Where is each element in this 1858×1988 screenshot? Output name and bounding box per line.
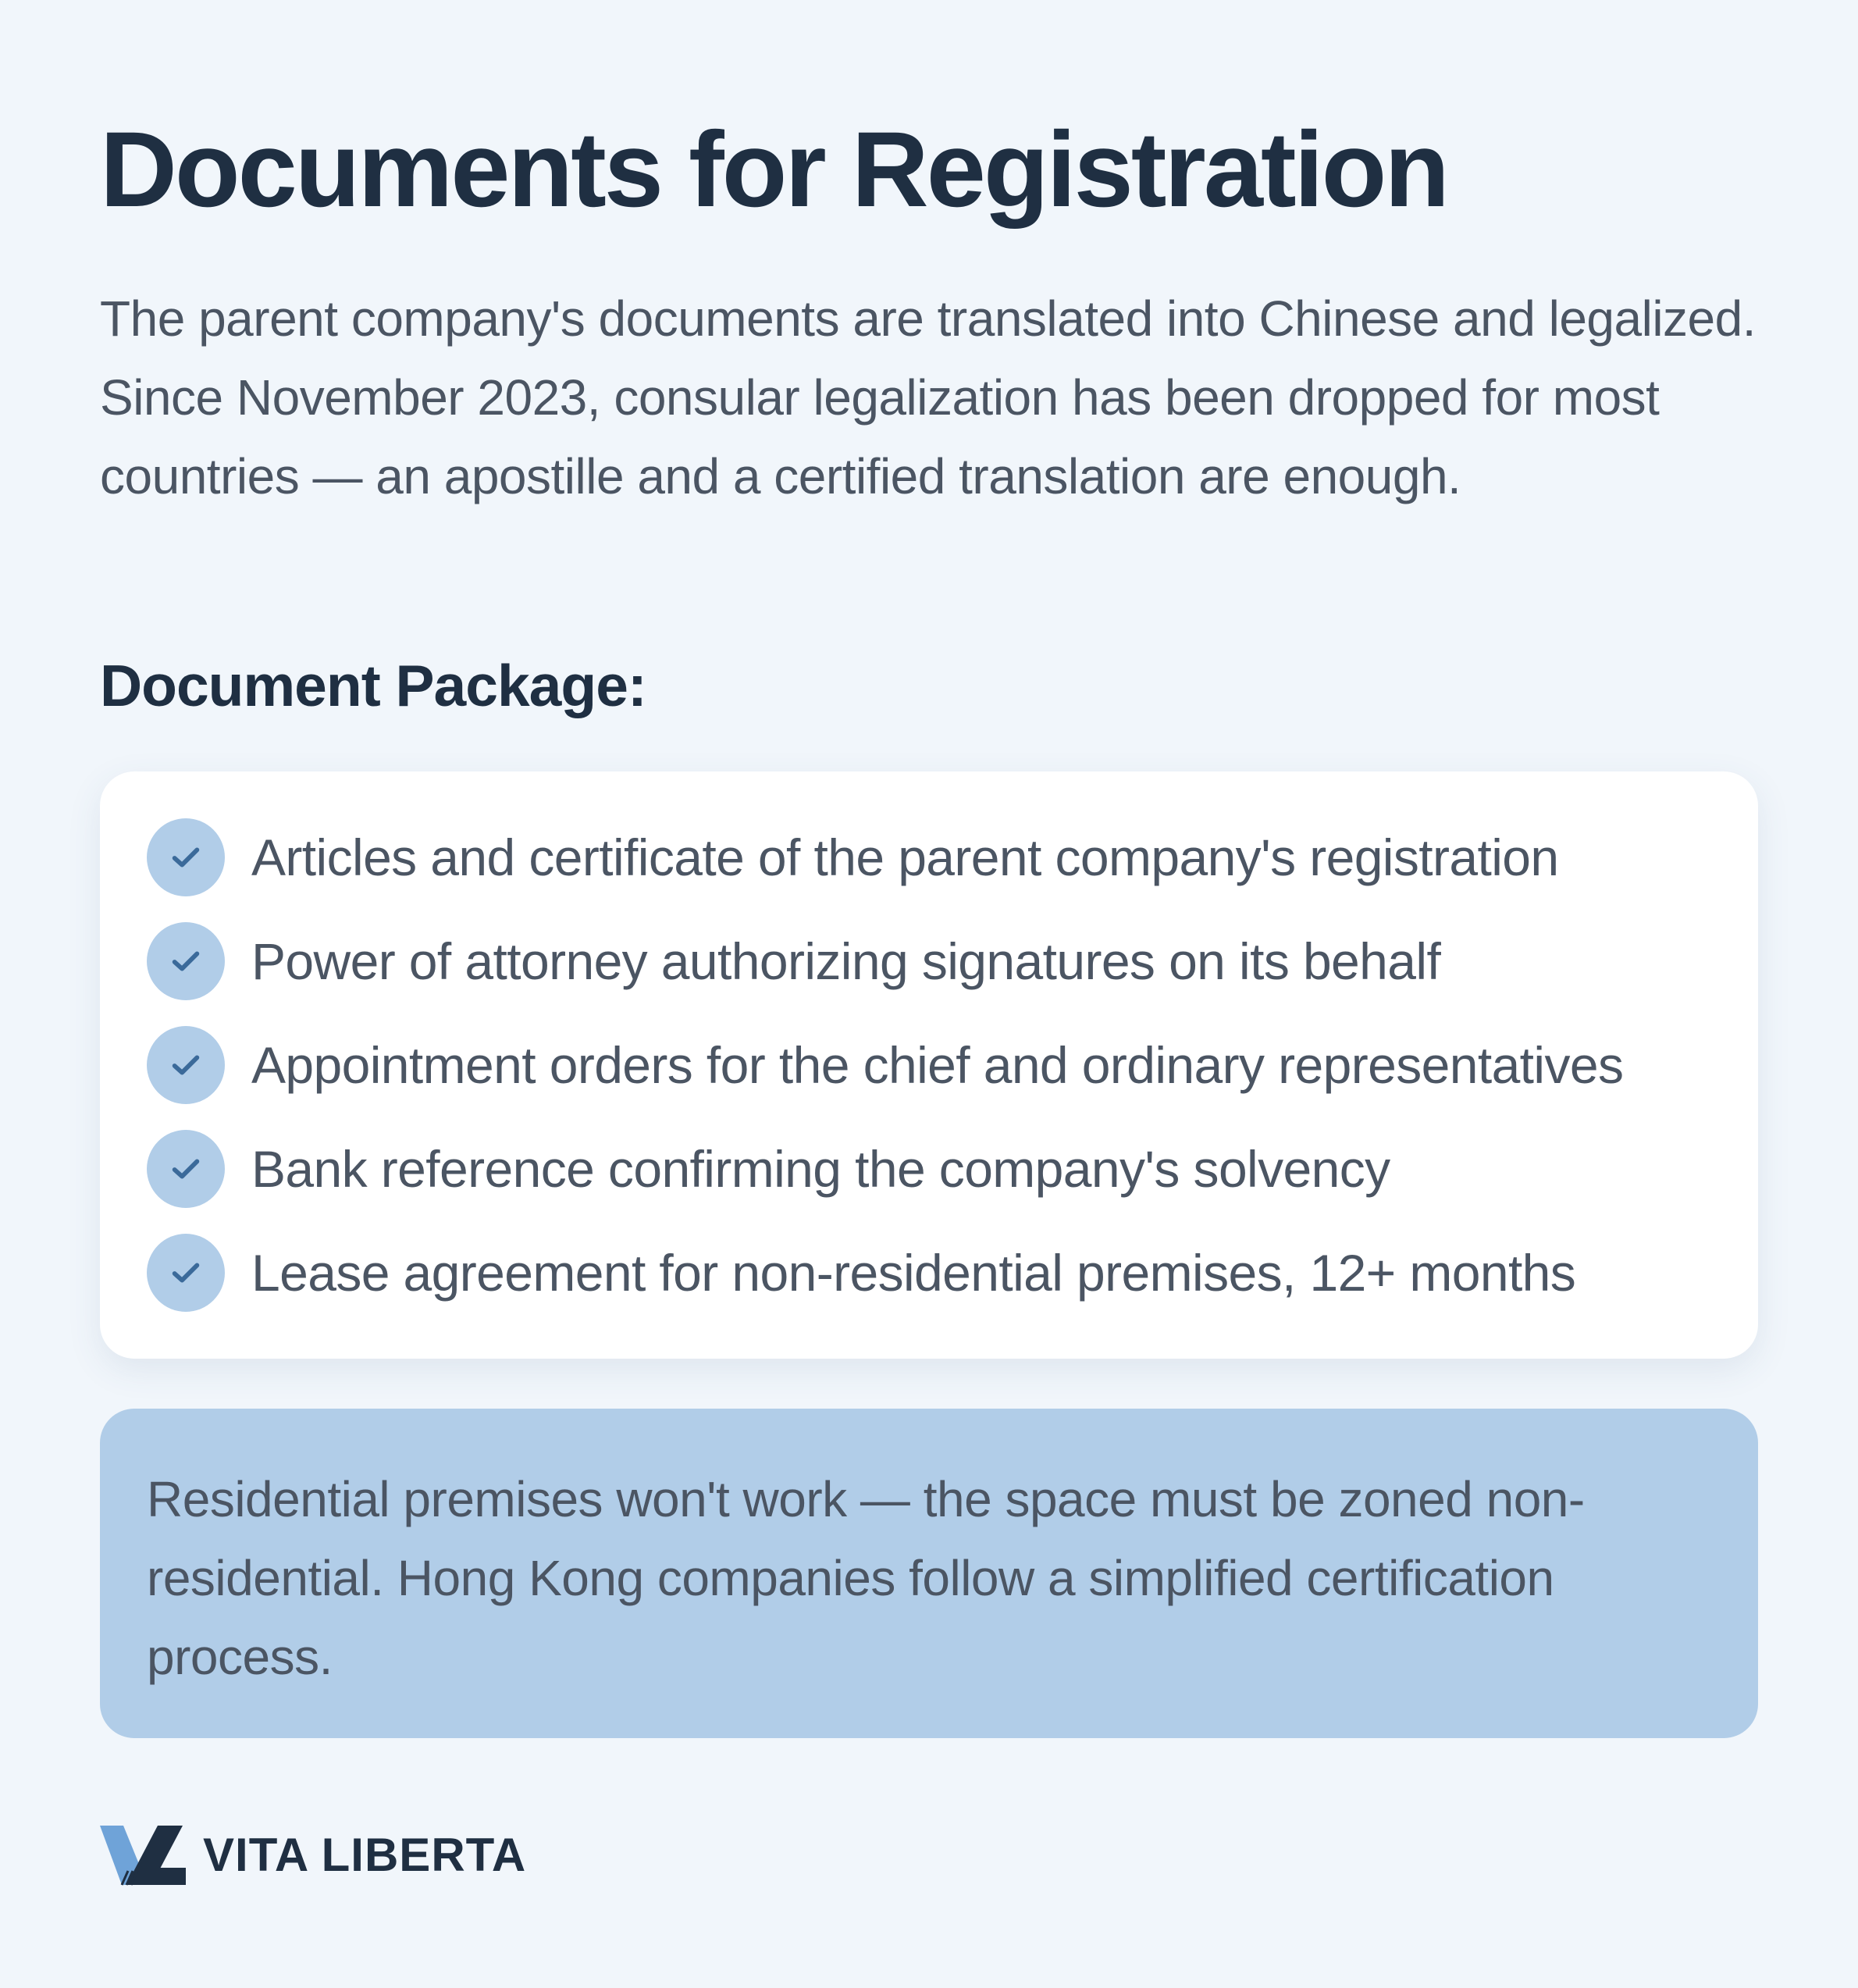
check-icon — [147, 818, 225, 896]
list-item-label: Lease agreement for non-residential premises, 12+ months — [251, 1244, 1576, 1302]
list-item-label: Appointment orders for the chief and ordinary representatives — [251, 1036, 1624, 1094]
list-item-label: Articles and certificate of the parent company's registration — [251, 828, 1559, 886]
check-icon — [147, 1026, 225, 1104]
list-item-label: Power of attorney authorizing signatures on its behalf — [251, 932, 1441, 990]
check-icon — [147, 1130, 225, 1208]
note-text: Residential premises won't work — the space must be zoned non-residential. Hong Kong companies follow a simplified certification process. — [147, 1471, 1585, 1685]
check-icon — [147, 1234, 225, 1312]
intro-paragraph: The parent company's documents are translated into Chinese and legalized. Since November 2023, consular legalization has been dropped for most countries — an apostille and a certified translation are enough. — [100, 290, 1756, 504]
list-item — [147, 922, 1727, 1000]
note-box — [100, 1409, 1758, 1738]
check-icon — [147, 922, 225, 1000]
brand-name: VITA LIBERTA — [203, 1829, 527, 1881]
list-item — [147, 1026, 1727, 1104]
list-item — [147, 1234, 1727, 1312]
package-heading: Document Package: — [100, 653, 646, 718]
list-item-label: Bank reference confirming the company's solvency — [251, 1140, 1390, 1198]
document-list — [147, 818, 1727, 1312]
vita-liberta-logo-icon — [100, 1822, 186, 1888]
brand-logo — [100, 1822, 526, 1888]
list-item — [147, 1130, 1727, 1208]
list-item — [147, 818, 1727, 896]
page-title: Documents for Registration — [100, 110, 1448, 230]
document-package-card — [100, 771, 1758, 1359]
